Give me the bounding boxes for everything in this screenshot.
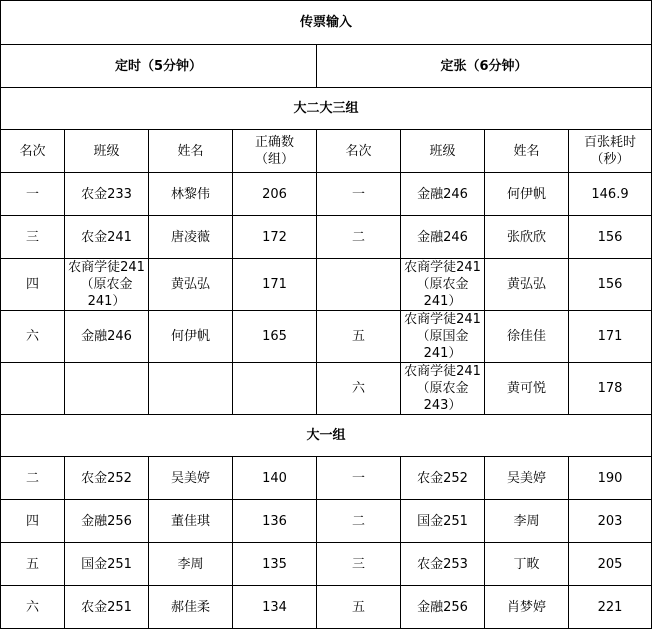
score-cell: 165 bbox=[233, 311, 317, 363]
name-cell bbox=[149, 363, 233, 415]
rank-cell: 六 bbox=[1, 311, 65, 363]
time-cell: 156 bbox=[569, 259, 652, 311]
group-title-freshman: 大一组 bbox=[1, 415, 652, 457]
time-cell: 178 bbox=[569, 363, 652, 415]
rank-cell: 三 bbox=[317, 543, 401, 586]
class-cell: 农金252 bbox=[65, 457, 149, 500]
name-cell: 肖梦婷 bbox=[485, 586, 569, 629]
group-title-senior: 大二大三组 bbox=[1, 88, 652, 130]
class-cell: 农商学徒241 （原农金243） bbox=[401, 363, 485, 415]
header-name: 姓名 bbox=[485, 130, 569, 173]
time-cell: 156 bbox=[569, 216, 652, 259]
score-cell: 140 bbox=[233, 457, 317, 500]
table-row bbox=[1, 216, 652, 259]
header-rank: 名次 bbox=[317, 130, 401, 173]
name-cell: 黄弘弘 bbox=[149, 259, 233, 311]
class-cell: 金融256 bbox=[65, 500, 149, 543]
name-cell: 吴美婷 bbox=[149, 457, 233, 500]
name-cell: 吴美婷 bbox=[485, 457, 569, 500]
score-cell: 134 bbox=[233, 586, 317, 629]
rank-cell: 二 bbox=[317, 216, 401, 259]
time-cell: 190 bbox=[569, 457, 652, 500]
section-fixed-count: 定张（6分钟） bbox=[317, 45, 652, 88]
score-cell bbox=[233, 363, 317, 415]
class-cell: 农商学徒241 （原农金241） bbox=[65, 259, 149, 311]
class-cell: 农金251 bbox=[65, 586, 149, 629]
time-cell: 205 bbox=[569, 543, 652, 586]
header-class: 班级 bbox=[65, 130, 149, 173]
table-row bbox=[1, 173, 652, 216]
class-cell: 金融246 bbox=[65, 311, 149, 363]
rank-cell: 五 bbox=[1, 543, 65, 586]
rank-cell bbox=[1, 363, 65, 415]
header-correct-count: 正确数 （组） bbox=[233, 130, 317, 173]
time-cell: 146.9 bbox=[569, 173, 652, 216]
score-cell: 172 bbox=[233, 216, 317, 259]
table-title: 传票输入 bbox=[1, 1, 652, 45]
name-cell: 张欣欣 bbox=[485, 216, 569, 259]
section-timed: 定时（5分钟） bbox=[1, 45, 317, 88]
score-cell: 135 bbox=[233, 543, 317, 586]
rank-cell: 六 bbox=[317, 363, 401, 415]
class-cell bbox=[65, 363, 149, 415]
class-cell: 国金251 bbox=[65, 543, 149, 586]
class-cell: 国金251 bbox=[401, 500, 485, 543]
name-cell: 郝佳柔 bbox=[149, 586, 233, 629]
name-cell: 唐凌薇 bbox=[149, 216, 233, 259]
name-cell: 董佳琪 bbox=[149, 500, 233, 543]
table-row bbox=[1, 500, 652, 543]
score-cell: 136 bbox=[233, 500, 317, 543]
rank-cell: 二 bbox=[317, 500, 401, 543]
class-cell: 金融246 bbox=[401, 173, 485, 216]
name-cell: 李周 bbox=[149, 543, 233, 586]
header-name: 姓名 bbox=[149, 130, 233, 173]
rank-cell: 四 bbox=[1, 259, 65, 311]
rank-cell: 一 bbox=[317, 173, 401, 216]
time-cell: 221 bbox=[569, 586, 652, 629]
column-header-row bbox=[1, 130, 652, 173]
class-cell: 农商学徒241 （原国金241） bbox=[401, 311, 485, 363]
name-cell: 何伊帆 bbox=[149, 311, 233, 363]
rank-cell bbox=[317, 259, 401, 311]
header-rank: 名次 bbox=[1, 130, 65, 173]
table-row bbox=[1, 586, 652, 629]
rank-cell: 三 bbox=[1, 216, 65, 259]
table-row bbox=[1, 311, 652, 363]
name-cell: 何伊帆 bbox=[485, 173, 569, 216]
class-cell: 农金241 bbox=[65, 216, 149, 259]
rank-cell: 一 bbox=[317, 457, 401, 500]
rank-cell: 四 bbox=[1, 500, 65, 543]
class-cell: 农金253 bbox=[401, 543, 485, 586]
rank-cell: 一 bbox=[1, 173, 65, 216]
name-cell: 丁畋 bbox=[485, 543, 569, 586]
table-row bbox=[1, 457, 652, 500]
rank-cell: 二 bbox=[1, 457, 65, 500]
score-cell: 206 bbox=[233, 173, 317, 216]
rank-cell: 六 bbox=[1, 586, 65, 629]
class-cell: 金融256 bbox=[401, 586, 485, 629]
table-row bbox=[1, 543, 652, 586]
name-cell: 林黎伟 bbox=[149, 173, 233, 216]
class-cell: 农金252 bbox=[401, 457, 485, 500]
name-cell: 黄弘弘 bbox=[485, 259, 569, 311]
class-cell: 农金233 bbox=[65, 173, 149, 216]
table-row bbox=[1, 259, 652, 311]
name-cell: 徐佳佳 bbox=[485, 311, 569, 363]
header-class: 班级 bbox=[401, 130, 485, 173]
rank-cell: 五 bbox=[317, 586, 401, 629]
name-cell: 黄可悦 bbox=[485, 363, 569, 415]
class-cell: 金融246 bbox=[401, 216, 485, 259]
table-row bbox=[1, 363, 652, 415]
class-cell: 农商学徒241 （原农金241） bbox=[401, 259, 485, 311]
name-cell: 李周 bbox=[485, 500, 569, 543]
score-cell: 171 bbox=[233, 259, 317, 311]
rank-cell: 五 bbox=[317, 311, 401, 363]
time-cell: 203 bbox=[569, 500, 652, 543]
time-cell: 171 bbox=[569, 311, 652, 363]
header-time-per-100: 百张耗时 （秒） bbox=[569, 130, 652, 173]
